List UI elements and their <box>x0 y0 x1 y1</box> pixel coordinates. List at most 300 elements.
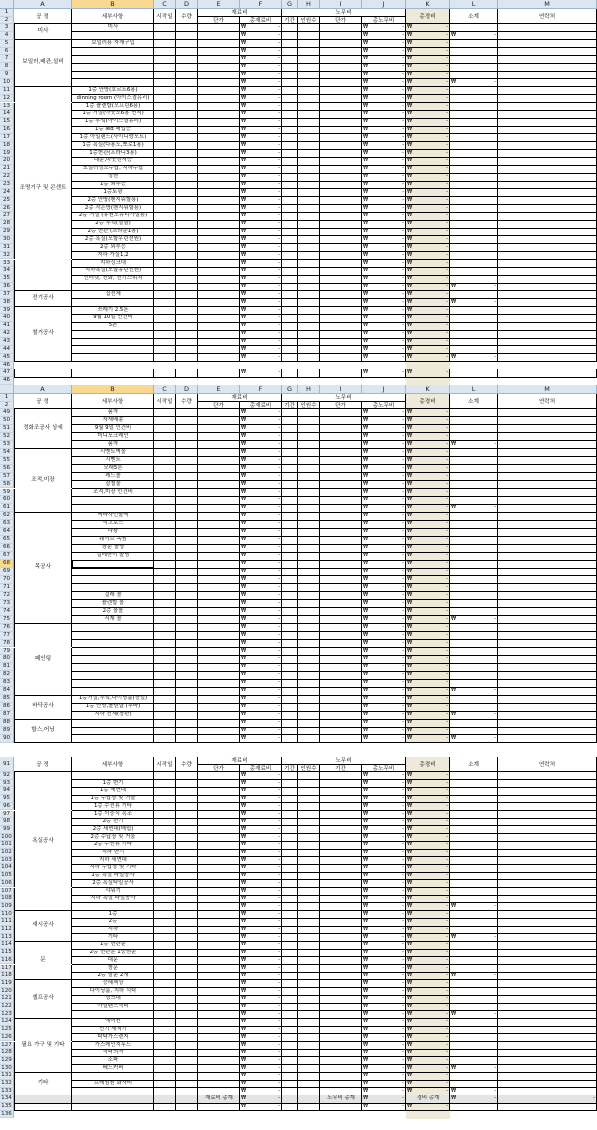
row-header-78[interactable]: 78 <box>0 640 14 648</box>
detail-cell[interactable]: 9월 10일 인건비 <box>93 314 133 321</box>
column-header-h[interactable]: H <box>298 0 320 9</box>
row-header-7[interactable]: 7 <box>0 55 14 63</box>
col-line <box>319 267 320 275</box>
row-header-29[interactable]: 29 <box>0 228 14 236</box>
row-header-85[interactable]: 85 <box>0 695 14 703</box>
row-header-70[interactable]: 70 <box>0 576 14 584</box>
row-header-121[interactable]: 121 <box>0 995 14 1003</box>
detail-cell[interactable]: 시멘트 <box>105 456 121 463</box>
row-header-42[interactable]: 42 <box>0 330 14 338</box>
detail-cell[interactable]: 1층 수전류 기타 <box>93 802 133 809</box>
row-header-46[interactable]: 46 <box>0 362 14 370</box>
row-header-35[interactable]: 35 <box>0 275 14 283</box>
column-header-d[interactable]: D <box>176 385 198 394</box>
detail-cell[interactable]: 지하 <box>107 926 119 932</box>
col-line <box>197 1026 198 1034</box>
detail-cell[interactable]: 2층 수전류 기타 <box>93 841 133 848</box>
detail-cell[interactable]: 탁탁가스렌지 <box>97 1033 129 1040</box>
column-header-l[interactable]: L <box>450 385 498 394</box>
detail-cell[interactable]: 1층 led 매입등 <box>95 126 131 133</box>
row-header-95[interactable]: 95 <box>0 795 14 803</box>
row-header-127[interactable]: 127 <box>0 1042 14 1050</box>
detail-cell[interactable]: 집전체 <box>105 290 121 297</box>
column-header-j[interactable]: J <box>362 385 406 394</box>
row-header-82[interactable]: 82 <box>0 671 14 679</box>
row-header-51[interactable]: 51 <box>0 425 14 433</box>
won-symbol: ₩ <box>363 181 369 187</box>
row-header-94[interactable]: 94 <box>0 787 14 795</box>
col-line <box>297 671 298 679</box>
row-header-111[interactable]: 111 <box>0 918 14 926</box>
row-header-86[interactable]: 86 <box>0 703 14 711</box>
col-line <box>297 1003 298 1011</box>
row-header-80[interactable]: 80 <box>0 655 14 663</box>
detail-cell[interactable]: 쓰레기 2.5톤 <box>97 306 129 313</box>
detail-cell[interactable]: 1층 변기 <box>102 779 124 786</box>
row-header-110[interactable]: 110 <box>0 911 14 919</box>
detail-cell[interactable]: 2층 안방(펜지워할용) <box>87 196 139 203</box>
row-header-64[interactable]: 64 <box>0 528 14 536</box>
row-header-52[interactable]: 52 <box>0 433 14 441</box>
row-header-27[interactable]: 27 <box>0 212 14 220</box>
row-header-23[interactable]: 23 <box>0 181 14 189</box>
detail-cell[interactable]: 신기 세척기 <box>99 1026 127 1033</box>
detail-cell[interactable]: 2층 현관 (프라운1용) <box>87 228 139 235</box>
col-line <box>175 787 176 795</box>
row-header-114[interactable]: 114 <box>0 941 14 949</box>
row-header-58[interactable]: 58 <box>0 481 14 489</box>
row-header-13[interactable]: 13 <box>0 103 14 111</box>
row-header-115[interactable]: 115 <box>0 949 14 957</box>
detail-cell[interactable]: 1층 아일랜드(사이니랑모트) <box>79 133 147 140</box>
row-header-40[interactable]: 40 <box>0 314 14 322</box>
row-header-67[interactable]: 67 <box>0 552 14 560</box>
row-header-49[interactable]: 49 <box>0 409 14 417</box>
row-header-11[interactable]: 11 <box>0 87 14 95</box>
row-header-41[interactable]: 41 <box>0 322 14 330</box>
row-header-5[interactable]: 5 <box>0 40 14 48</box>
subtotal-won: ₩ <box>451 933 457 940</box>
detail-cell[interactable]: 1층 안방(호르트6용) <box>88 86 138 93</box>
row-header-73[interactable]: 73 <box>0 600 14 608</box>
row-header-28[interactable]: 28 <box>0 220 14 228</box>
row-header-123[interactable]: 123 <box>0 1011 14 1019</box>
column-header-m[interactable]: M <box>498 0 597 9</box>
row-header-72[interactable]: 72 <box>0 592 14 600</box>
detail-cell[interactable]: 2층 외부등 <box>100 243 126 250</box>
won-symbol: ₩ <box>407 623 413 630</box>
row-header-63[interactable]: 63 <box>0 520 14 528</box>
row-header-79[interactable]: 79 <box>0 648 14 656</box>
row-header-59[interactable]: 59 <box>0 489 14 497</box>
row-header-77[interactable]: 77 <box>0 632 14 640</box>
column-header-f[interactable]: F <box>240 385 282 394</box>
detail-cell[interactable]: 나왕 <box>107 528 119 535</box>
col-line <box>297 40 298 48</box>
column-header-b[interactable]: B <box>72 385 154 394</box>
select-all-corner[interactable] <box>0 385 14 394</box>
row-header-134[interactable]: 134 <box>0 1095 14 1103</box>
row-header-43[interactable]: 43 <box>0 338 14 346</box>
detail-cell[interactable]: 승혜책상 <box>102 979 124 986</box>
row-header-87[interactable]: 87 <box>0 711 14 719</box>
row-header-62[interactable]: 62 <box>0 512 14 520</box>
row-header-135[interactable]: 135 <box>0 1103 14 1111</box>
row-header-37[interactable]: 37 <box>0 291 14 299</box>
detail-cell[interactable]: 2층 부엌(결할) <box>95 220 131 227</box>
row-header-74[interactable]: 74 <box>0 608 14 616</box>
detail-cell[interactable]: 1층 욕실(다용도,뽀로1용) <box>82 141 144 148</box>
detail-cell[interactable]: 1층 거실(아웃도6용 면직) <box>82 110 144 117</box>
detail-cell[interactable]: 가스레인지후드 <box>94 1041 132 1048</box>
detail-cell[interactable]: 잡철물 <box>105 480 121 487</box>
row-header-104[interactable]: 104 <box>0 864 14 872</box>
row-header-8[interactable]: 8 <box>0 63 14 71</box>
column-header-e[interactable]: E <box>198 385 240 394</box>
detail-cell[interactable]: 샤워기 <box>105 887 121 894</box>
detail-cell[interactable]: 식탁의자 <box>102 1049 124 1056</box>
row-header-18[interactable]: 18 <box>0 142 14 150</box>
detail-cell[interactable]: 숄렌합 몰 <box>101 599 125 606</box>
detail-cell[interactable]: 1층 욕실 타일공사 <box>91 872 135 879</box>
column-header-j[interactable]: J <box>362 0 406 9</box>
dash-value: - <box>402 833 404 840</box>
detail-cell[interactable]: 2층 작은방(펜지워할용) <box>84 204 142 211</box>
column-header-l[interactable]: L <box>450 0 498 9</box>
detail-cell[interactable]: 2층 몰몰 <box>102 607 124 614</box>
detail-cell[interactable]: 폼자 <box>107 440 119 447</box>
row-header-60[interactable]: 60 <box>0 496 14 504</box>
detail-cell[interactable]: 웨이브 목쌈 <box>99 536 127 543</box>
row-header-21[interactable]: 21 <box>0 165 14 173</box>
row-header-125[interactable]: 125 <box>0 1026 14 1034</box>
col-line <box>297 918 298 926</box>
detail-cell[interactable]: 인터넷, 전화, 전기스위치 <box>83 275 143 282</box>
detail-cell[interactable]: 폼자 <box>107 409 119 415</box>
row-header-26[interactable]: 26 <box>0 205 14 213</box>
row-header-16[interactable]: 16 <box>0 126 14 134</box>
row-header-98[interactable]: 98 <box>0 818 14 826</box>
col-line <box>449 988 450 996</box>
row-header-93[interactable]: 93 <box>0 780 14 788</box>
detail-cell[interactable]: 걸레받이 몰딩 <box>96 552 130 559</box>
detail-cell[interactable]: 2층 <box>108 918 118 925</box>
row-header-1[interactable]: 1 <box>0 394 14 402</box>
row-header-76[interactable]: 76 <box>0 624 14 632</box>
row-header-101[interactable]: 101 <box>0 841 14 849</box>
col-line <box>297 126 298 134</box>
row-header-120[interactable]: 120 <box>0 988 14 996</box>
detail-cell[interactable]: 베드커버 <box>102 1064 124 1071</box>
detail-cell[interactable]: 2층 거실 (유원도유리가설용) <box>78 212 148 219</box>
won-symbol: ₩ <box>241 504 247 511</box>
row-header-97[interactable]: 97 <box>0 811 14 819</box>
row-header-22[interactable]: 22 <box>0 173 14 181</box>
won-symbol: ₩ <box>241 102 247 109</box>
detail-cell[interactable]: 창문 몰딩 <box>101 544 125 551</box>
row-header-102[interactable]: 102 <box>0 849 14 857</box>
detail-cell[interactable]: 2층 수납장 및 거울 <box>90 833 136 840</box>
won-symbol: ₩ <box>363 496 369 503</box>
won-symbol: ₩ <box>241 39 247 46</box>
column-header-c[interactable]: C <box>154 0 176 9</box>
row-header-68[interactable]: 68 <box>0 560 14 568</box>
column-header-k[interactable]: K <box>406 385 450 394</box>
detail-cell[interactable]: 창문 <box>107 964 119 971</box>
detail-cell[interactable]: 1층거실,부엌,다이닝룸(장일) <box>78 695 148 702</box>
detail-cell[interactable]: 다이닝룸, 지하 식탁 <box>89 987 137 994</box>
row-header-2[interactable]: 2 <box>0 402 14 410</box>
column-header-i[interactable]: I <box>320 0 362 9</box>
row-header-126[interactable]: 126 <box>0 1034 14 1042</box>
col-line <box>281 616 282 624</box>
detail-cell[interactable]: 지하싱크대 <box>99 259 127 266</box>
row-header-100[interactable]: 100 <box>0 834 14 842</box>
row-header-81[interactable]: 81 <box>0 663 14 671</box>
select-all-corner[interactable] <box>0 0 14 9</box>
row-header-136[interactable]: 136 <box>0 1111 14 1119</box>
detail-cell[interactable]: 아일랜드식탁 <box>97 1003 129 1009</box>
row-header-53[interactable]: 53 <box>0 441 14 449</box>
column-header-d[interactable]: D <box>176 0 198 9</box>
row-header-54[interactable]: 54 <box>0 449 14 457</box>
row-header-33[interactable]: 33 <box>0 260 14 268</box>
row-header-24[interactable]: 24 <box>0 189 14 197</box>
row-header-12[interactable]: 12 <box>0 95 14 103</box>
detail-cell[interactable]: 5톤 <box>108 322 118 329</box>
detail-cell[interactable]: 1층토광 <box>103 188 123 195</box>
column-header-h[interactable]: H <box>298 385 320 394</box>
row-header-92[interactable]: 92 <box>0 772 14 780</box>
detail-cell[interactable]: 자재배송 <box>102 416 124 423</box>
detail-cell[interactable]: 포일러정소수납, 지하수납 <box>82 165 144 172</box>
row-header-66[interactable]: 66 <box>0 544 14 552</box>
detail-cell[interactable]: 벽바사인줄액 <box>97 512 129 519</box>
detail-cell[interactable]: 대문 <box>107 956 119 963</box>
col-line <box>239 711 240 719</box>
column-header-m[interactable]: M <box>498 385 597 394</box>
row-header-4[interactable]: 4 <box>0 32 14 40</box>
detail-cell[interactable]: 조적,미장 인건비 <box>93 488 133 495</box>
detail-cell[interactable]: 싱크대 <box>105 995 121 1002</box>
detail-cell[interactable]: 1층 안방,숄렌합 (루바) <box>85 703 141 710</box>
detail-cell[interactable]: 보일러용 자재구입 <box>91 39 135 46</box>
row-header-124[interactable]: 124 <box>0 1018 14 1026</box>
row-header-75[interactable]: 75 <box>0 616 14 624</box>
row-header-6[interactable]: 6 <box>0 48 14 56</box>
detail-cell[interactable]: 2층 변기 <box>102 818 124 825</box>
row-header-91[interactable]: 91 <box>0 757 14 772</box>
row-header-34[interactable]: 34 <box>0 267 14 275</box>
detail-cell[interactable]: 석고보드 <box>102 520 124 527</box>
row-header-10[interactable]: 10 <box>0 79 14 87</box>
detail-cell[interactable]: 모래5톤 <box>103 464 123 471</box>
row-header-65[interactable]: 65 <box>0 536 14 544</box>
row-header-122[interactable]: 122 <box>0 1003 14 1011</box>
row-header-56[interactable]: 56 <box>0 465 14 473</box>
detail-cell[interactable]: 에어컨 <box>105 1018 121 1025</box>
row-header-55[interactable]: 55 <box>0 457 14 465</box>
detail-cell[interactable]: 2층 욕실(모할우린선원) <box>84 235 142 242</box>
row-header-103[interactable]: 103 <box>0 857 14 865</box>
col-line <box>239 703 240 711</box>
row-header-106[interactable]: 106 <box>0 880 14 888</box>
detail-cell[interactable]: 1층현관(프라니3용) <box>89 149 137 156</box>
row-header-36[interactable]: 36 <box>0 283 14 291</box>
detail-cell[interactable]: 1층 현관문 <box>100 941 126 948</box>
column-header-c[interactable]: C <box>154 385 176 394</box>
row-header-84[interactable]: 84 <box>0 687 14 695</box>
detail-cell[interactable]: 지하 전체(장판) <box>94 711 132 718</box>
column-header-k[interactable]: K <box>406 0 450 9</box>
detail-cell[interactable]: 2층 말문 2개 <box>97 972 129 979</box>
detail-cell[interactable]: 1층 세면대 <box>100 787 126 794</box>
col-line <box>497 703 498 711</box>
row-header-96[interactable]: 96 <box>0 803 14 811</box>
row-header-109[interactable]: 109 <box>0 903 14 911</box>
col-line <box>197 189 198 197</box>
row-header-71[interactable]: 71 <box>0 584 14 592</box>
detail-cell[interactable]: 정원 <box>107 173 119 180</box>
row-header-38[interactable]: 38 <box>0 299 14 307</box>
col-line <box>405 980 406 988</box>
detail-cell[interactable]: 지하 가실1,2 <box>97 251 129 258</box>
detail-cell[interactable]: 시멘트벽돌 <box>99 448 127 455</box>
row-header-105[interactable]: 105 <box>0 872 14 880</box>
col-line <box>497 895 498 903</box>
row-header-69[interactable]: 69 <box>0 568 14 576</box>
won-symbol: ₩ <box>407 149 413 156</box>
row-header-14[interactable]: 14 <box>0 110 14 118</box>
row-header-20[interactable]: 20 <box>0 157 14 165</box>
column-header-a[interactable]: A <box>14 0 72 9</box>
row-header-1[interactable]: 1 <box>0 9 14 17</box>
won-symbol: ₩ <box>363 895 369 902</box>
row-header-25[interactable]: 25 <box>0 197 14 205</box>
row-header-130[interactable]: 130 <box>0 1065 14 1073</box>
selected-cell[interactable] <box>72 560 154 568</box>
row-header-30[interactable]: 30 <box>0 236 14 244</box>
detail-cell[interactable]: 2층 욕실타일공사 <box>92 879 134 886</box>
row-header-90[interactable]: 90 <box>0 735 14 743</box>
col-line <box>405 624 406 632</box>
detail-cell[interactable]: 9월 9일 인건비 <box>94 424 132 431</box>
column-header-a[interactable]: A <box>14 385 72 394</box>
row-header-45[interactable]: 45 <box>0 354 14 362</box>
won-symbol: ₩ <box>407 78 413 85</box>
row-header-44[interactable]: 44 <box>0 346 14 354</box>
detail-cell[interactable]: 2층 현관문 1중원문 <box>89 949 137 956</box>
row-header-31[interactable]: 31 <box>0 244 14 252</box>
row-header-32[interactable]: 32 <box>0 252 14 260</box>
dash-value: - <box>278 472 280 479</box>
row-header-117[interactable]: 117 <box>0 965 14 973</box>
detail-cell[interactable]: 지하욕실(모할유린선원) <box>84 267 142 274</box>
detail-cell[interactable]: 미니포크레인 <box>97 432 129 439</box>
detail-cell[interactable]: 걸레 몰 <box>104 591 122 598</box>
col-line <box>497 1049 498 1057</box>
detail-cell[interactable]: 1층 외부등 <box>100 181 126 187</box>
row-header-112[interactable]: 112 <box>0 926 14 934</box>
column-header-g[interactable]: G <box>282 385 298 394</box>
detail-cell[interactable]: 지하 변기 <box>101 849 125 855</box>
row-header-19[interactable]: 19 <box>0 150 14 158</box>
col-line <box>497 880 498 888</box>
row-header-57[interactable]: 57 <box>0 473 14 481</box>
row-header-131[interactable]: 131 <box>0 1072 14 1080</box>
won-symbol: ₩ <box>407 472 413 479</box>
row-header-83[interactable]: 83 <box>0 679 14 687</box>
column-header-f[interactable]: F <box>240 0 282 9</box>
dash-value: - <box>402 314 404 321</box>
col-line <box>405 857 406 865</box>
row-header-46[interactable]: 46 <box>0 377 14 385</box>
won-symbol: ₩ <box>241 409 247 415</box>
row-header-133[interactable]: 133 <box>0 1088 14 1096</box>
detail-cell[interactable]: 1층 부엌(아이스결유리) <box>84 118 142 125</box>
detail-cell[interactable]: 지하 수납장 및 기타 <box>89 864 137 871</box>
detail-cell[interactable]: 소파 <box>107 1056 119 1063</box>
row-header-118[interactable]: 118 <box>0 972 14 980</box>
detail-cell[interactable]: 기타 <box>107 933 119 940</box>
column-header-g[interactable]: G <box>282 0 298 9</box>
row-header-107[interactable]: 107 <box>0 888 14 896</box>
row-header-17[interactable]: 17 <box>0 134 14 142</box>
column-header-e[interactable]: E <box>198 0 240 9</box>
row-header-119[interactable]: 119 <box>0 980 14 988</box>
col-line <box>297 330 298 338</box>
dash-value: - <box>402 86 404 93</box>
row-header-113[interactable]: 113 <box>0 934 14 942</box>
row-header-128[interactable]: 128 <box>0 1049 14 1057</box>
row-header-50[interactable]: 50 <box>0 417 14 425</box>
detail-cell[interactable]: 프레임원 화자비 <box>93 1080 133 1086</box>
row-header-9[interactable]: 9 <box>0 71 14 79</box>
detail-cell[interactable]: 서재 몰 <box>104 615 122 622</box>
col-line <box>361 1026 362 1034</box>
detail-cell[interactable]: dinning room (아이스결유리) <box>76 94 150 101</box>
won-symbol: ₩ <box>407 133 413 140</box>
detail-cell[interactable]: 미사 <box>107 24 119 30</box>
row-header-129[interactable]: 129 <box>0 1057 14 1065</box>
row-header-3[interactable]: 3 <box>0 24 14 32</box>
column-header-i[interactable]: I <box>320 385 362 394</box>
row-header-116[interactable]: 116 <box>0 957 14 965</box>
row-header-89[interactable]: 89 <box>0 727 14 735</box>
hdr-qty: 수량 <box>176 394 198 409</box>
detail-cell[interactable]: 지하 세면대 <box>99 856 127 863</box>
detail-cell[interactable]: 1층 <box>108 910 118 917</box>
row-header-108[interactable]: 108 <box>0 895 14 903</box>
row-header-99[interactable]: 99 <box>0 826 14 834</box>
row-header-47[interactable]: 47 <box>0 369 14 377</box>
row-header-2[interactable]: 2 <box>0 17 14 25</box>
row-header-61[interactable]: 61 <box>0 504 14 512</box>
detail-cell[interactable]: 지하 욕실 타일공사 <box>90 895 136 902</box>
detail-cell[interactable]: 레드몰 <box>105 472 121 479</box>
detail-cell[interactable]: 2층 세면대(매립) <box>92 825 134 832</box>
row-header-88[interactable]: 88 <box>0 719 14 727</box>
detail-cell[interactable]: 1층 이중식 욕조 <box>93 810 133 817</box>
column-header-b[interactable]: B <box>72 0 154 9</box>
detail-cell[interactable]: 1층 숄렌합(오프린6용) <box>85 102 141 109</box>
row-header-39[interactable]: 39 <box>0 307 14 315</box>
row-header-132[interactable]: 132 <box>0 1080 14 1088</box>
detail-cell[interactable]: 대문,마웃전서등 <box>93 157 133 164</box>
dash-value: - <box>278 734 280 741</box>
detail-cell[interactable]: 1층 수납장 및 거울 <box>90 795 136 802</box>
row-header-15[interactable]: 15 <box>0 118 14 126</box>
